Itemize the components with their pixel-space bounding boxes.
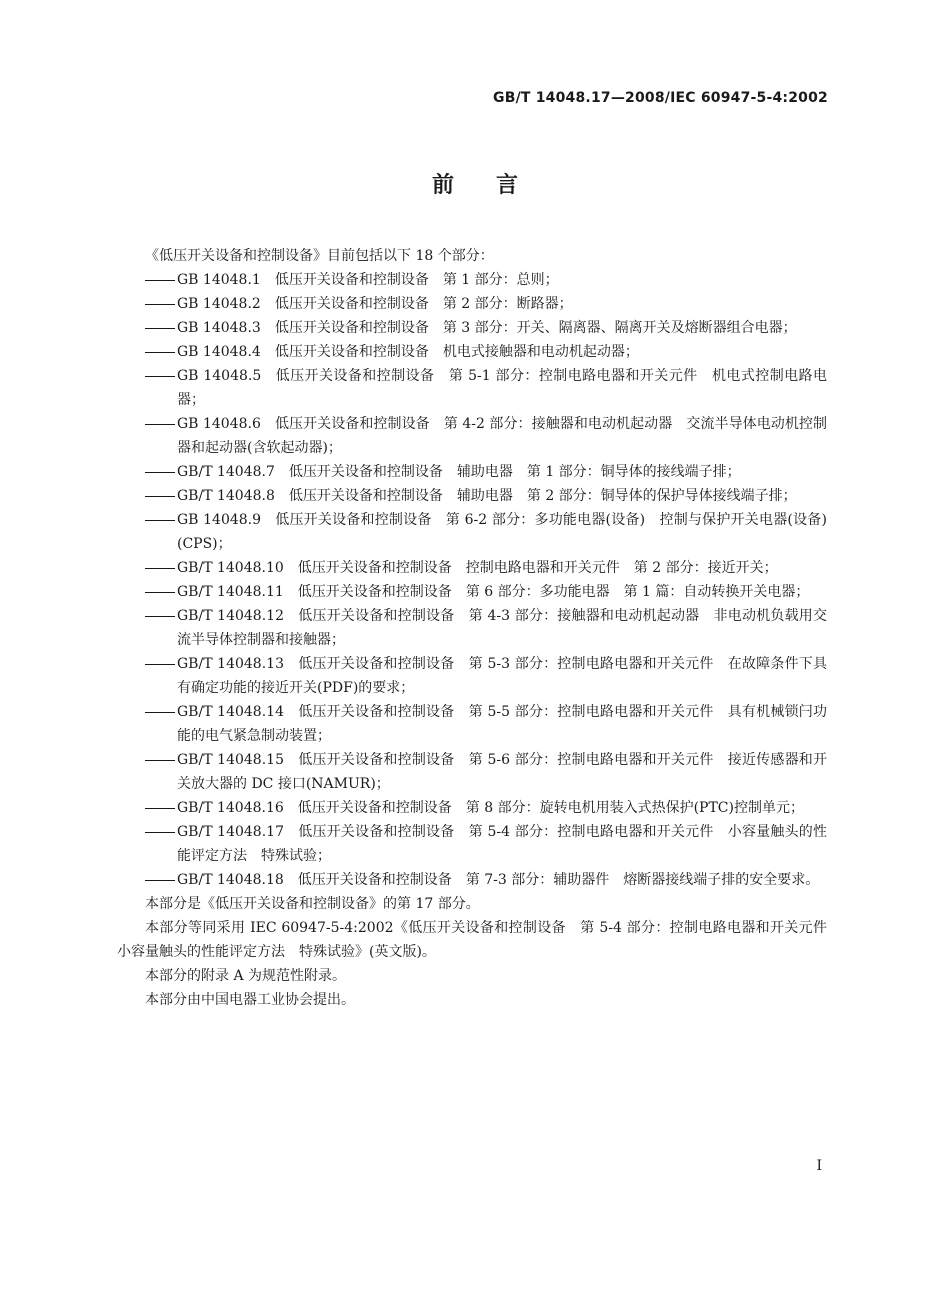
list-item [117,652,827,700]
standard-title: 低压开关设备和控制设备 辅助电器 第 2 部分：铜导体的保护导体接线端子排； [288,488,797,504]
standard-code: GB/T 14048.13 [177,656,284,672]
standard-code: GB 14048.4 [177,344,261,360]
body-paragraph: 本部分由中国电器工业协会提出。 [145,992,355,1008]
standard-code: GB/T 14048.18 [177,872,284,888]
standard-code: GB 14048.9 [177,512,262,528]
foreword-body [117,244,841,1012]
standard-code: GB 14048.6 [177,416,261,432]
list-item [117,580,827,604]
list-item [117,364,827,412]
standard-code: GB/T 14048.11 [177,584,284,600]
standard-title: 低压开关设备和控制设备 第 8 部分：旋转电机用装入式热保护(PTC)控制单元； [297,800,804,816]
standard-title: 低压开关设备和控制设备 第 5-4 部分：控制电路电器和开关元件 小容量触头的性能评定方法 特殊试验； [177,824,827,864]
standard-code: GB/T 14048.7 [177,464,275,480]
list-item [117,268,827,292]
standard-title: 低压开关设备和控制设备 第 4-3 部分：接触器和电动机起动器 非电动机负载用交流半导体控制器和接触器； [177,608,827,648]
standard-title: 低压开关设备和控制设备 第 6 部分：多功能电器 第 1 篇：自动转换开关电器； [297,584,810,600]
list-item [117,700,827,748]
standard-code: GB 14048.2 [177,296,261,312]
list-item [117,604,827,652]
standard-code: GB/T 14048.16 [177,800,284,816]
standard-title: 低压开关设备和控制设备 第 6-2 部分：多功能电器(设备) 控制与保护开关电器(设备)(CPS)； [177,512,827,552]
body-paragraph: 本部分的附录 A 为规范性附录。 [145,968,347,984]
list-item [117,340,827,364]
standard-code: GB/T 14048.15 [177,752,284,768]
standard-number-header: GB/T 14048.17—2008/IEC 60947-5-4:2002 [493,90,828,106]
list-item [117,484,827,508]
standard-title: 低压开关设备和控制设备 控制电路电器和开关元件 第 2 部分：接近开关； [297,560,778,576]
list-item [117,316,827,340]
standard-code: GB 14048.5 [177,368,262,384]
body-paragraph: 本部分是《低压开关设备和控制设备》的第 17 部分。 [145,896,480,912]
standard-title: 低压开关设备和控制设备 第 5-3 部分：控制电路电器和开关元件 在故障条件下具有确定功能的接近开关(PDF)的要求； [177,656,827,696]
standard-title: 低压开关设备和控制设备 第 5-5 部分：控制电路电器和开关元件 具有机械锁闩功能的电气紧急制动装置； [177,704,827,744]
list-item [117,820,827,868]
list-item [117,748,827,796]
standard-code: GB/T 14048.12 [177,608,284,624]
list-item [117,508,827,556]
list-item [117,868,827,892]
parts-list [117,268,827,892]
list-item [117,460,827,484]
standard-title: 低压开关设备和控制设备 第 7-3 部分：辅助器件 熔断器接线端子排的安全要求。 [297,872,820,888]
standard-title: 低压开关设备和控制设备 第 4-2 部分：接触器和电动机起动器 交流半导体电动机控制器和起动器(含软起动器)； [177,416,827,456]
standard-code: GB/T 14048.10 [177,560,284,576]
list-item [117,292,827,316]
list-item [117,556,827,580]
body-paragraph: 本部分等同采用 IEC 60947-5-4:2002《低压开关设备和控制设备 第 5-4 部分：控制电路电器和开关元件 小容量触头的性能评定方法 特殊试验》(英文版)。 [117,920,841,960]
standard-code: GB 14048.1 [177,272,261,288]
standard-code: GB/T 14048.8 [177,488,275,504]
standard-title: 低压开关设备和控制设备 第 5-1 部分：控制电路电器和开关元件 机电式控制电路电器； [177,368,827,408]
list-item [117,412,827,460]
standard-title: 低压开关设备和控制设备 辅助电器 第 1 部分：铜导体的接线端子排； [288,464,741,480]
standard-code: GB/T 14048.14 [177,704,284,720]
page-number: I [816,1158,822,1174]
standard-code: GB 14048.3 [177,320,261,336]
standard-code: GB/T 14048.17 [177,824,284,840]
page-title: 前言 [431,173,560,198]
standard-title: 低压开关设备和控制设备 第 1 部分：总则； [274,272,559,288]
standard-title: 低压开关设备和控制设备 机电式接触器和电动机起动器； [274,344,639,360]
standard-title: 低压开关设备和控制设备 第 5-6 部分：控制电路电器和开关元件 接近传感器和开关放大器的 DC 接口(NAMUR)； [177,752,827,792]
list-item [117,796,827,820]
intro-paragraph: 《低压开关设备和控制设备》目前包括以下 18 个部分： [145,248,494,264]
standard-title: 低压开关设备和控制设备 第 2 部分：断路器； [274,296,573,312]
paragraph-list [117,892,841,1012]
standard-title: 低压开关设备和控制设备 第 3 部分：开关、隔离器、隔离开关及熔断器组合电器； [274,320,797,336]
